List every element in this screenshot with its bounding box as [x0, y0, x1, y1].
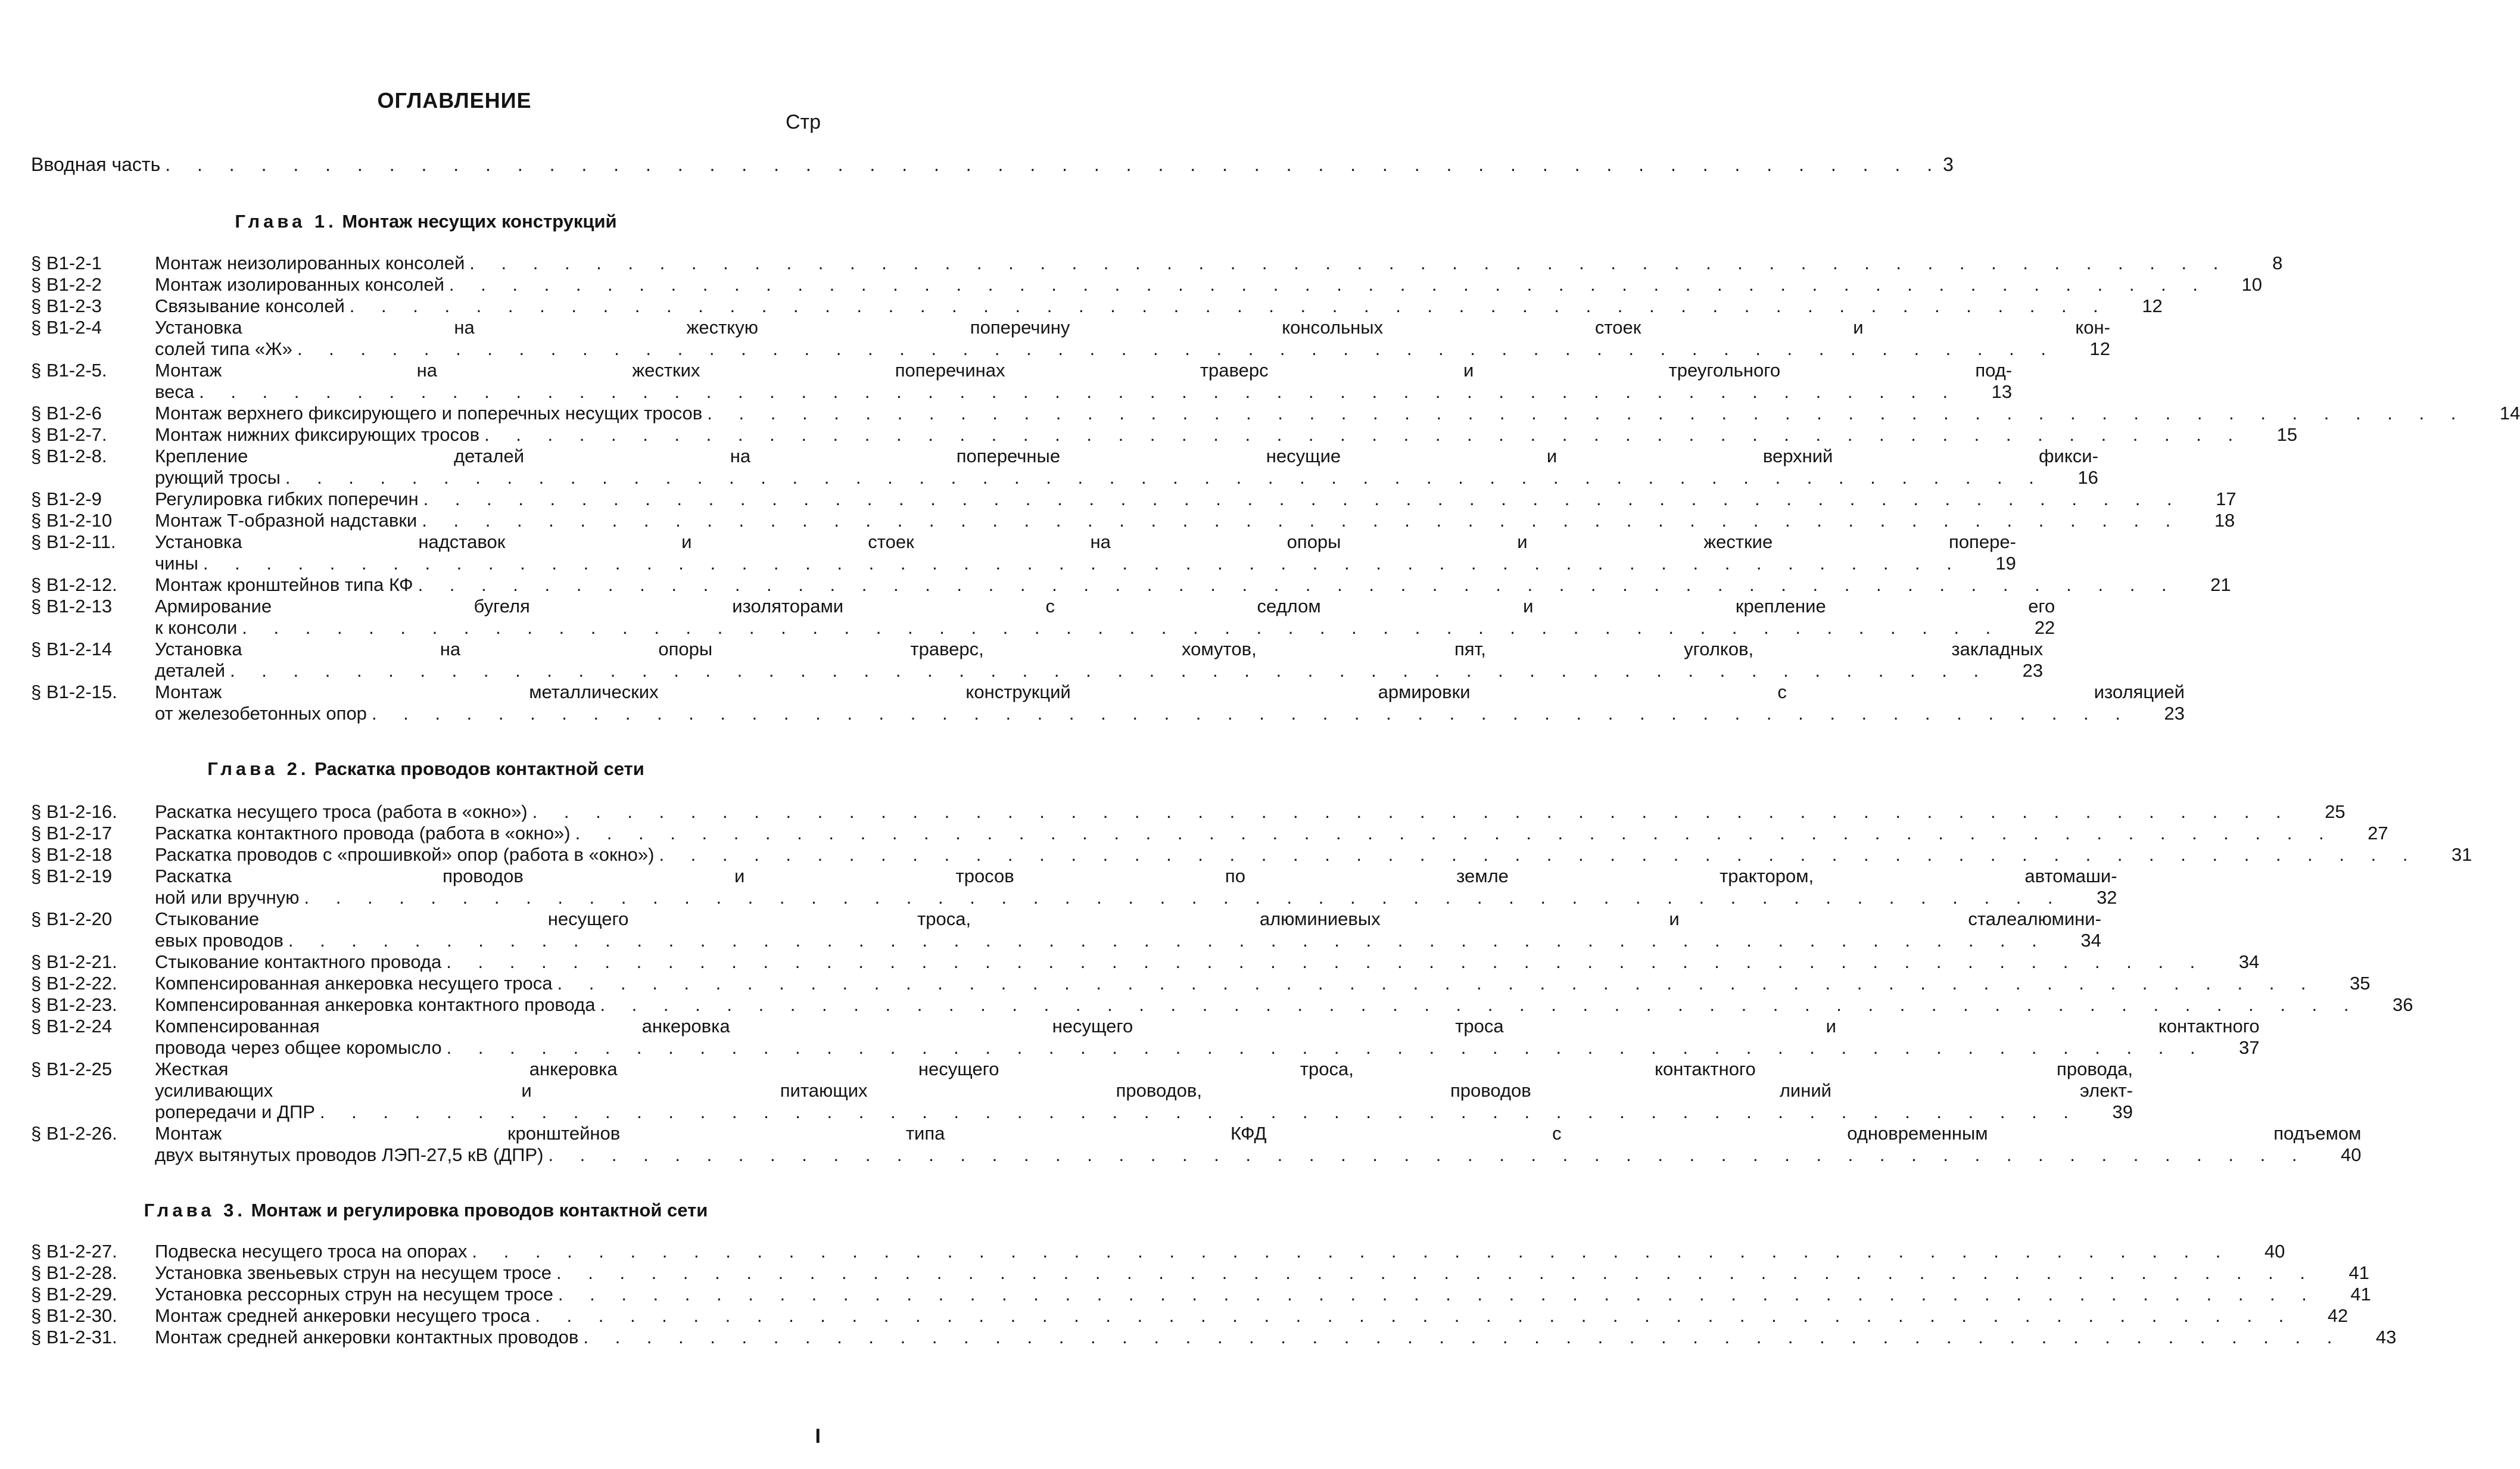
entry-title: [155, 639, 2043, 681]
entry-title: [155, 403, 2520, 424]
entry-title: [155, 844, 2472, 866]
entry-title-last-line: [155, 994, 2413, 1016]
entry-title-line: Раскатка контактного провода (работа в «окно»): [155, 823, 571, 844]
entry-title-last-line: [155, 930, 2101, 951]
chapter-heading-1: [31, 211, 821, 232]
entry-title-line: Монтаж неизолированных консолей: [155, 253, 465, 273]
entry-title-last-line: [155, 574, 2231, 596]
toc-entry: [31, 844, 2472, 866]
entry-title-last-line: [155, 274, 2262, 295]
entry-title-last-line: [155, 488, 2236, 510]
dot-leader: [417, 510, 2181, 531]
entry-title-line: усиливающих и питающих проводов, проводов линий элект-: [155, 1080, 2133, 1101]
entry-title-line: Монтаж верхнего фиксирующего и поперечных несущих тросов: [155, 403, 703, 424]
entry-title-line: Раскатка проводов с «прошивкой» опор (работа в «окно»): [155, 844, 655, 865]
entry-title-last-line: [155, 1037, 2260, 1059]
chapter-label: Глава 1.: [235, 211, 337, 232]
page-number: 35: [2350, 973, 2371, 994]
section-number: § В1-2-22.: [31, 973, 117, 994]
section-number: § В1-2-19: [31, 866, 113, 886]
dot-leader: [467, 1241, 2231, 1262]
page-number: 34: [2080, 930, 2101, 951]
page-number: 39: [2112, 1101, 2133, 1122]
toc-entry: [31, 1016, 2260, 1059]
entry-title-last-line: [155, 510, 2235, 531]
entry-title-line: провода через общее коромысло: [155, 1037, 442, 1058]
dot-leader: [553, 1284, 2317, 1305]
page-number: 27: [2368, 823, 2388, 844]
entry-title-line: Монтаж изолированных консолей: [155, 274, 444, 295]
toc-entry: [31, 1284, 2371, 1305]
entry-title: [155, 951, 2259, 973]
toc-entry: [31, 253, 2283, 274]
dot-leader: [160, 154, 1943, 175]
toc-entry: [31, 1241, 2285, 1262]
toc-entry: [31, 1305, 2348, 1327]
entry-title: [155, 253, 2282, 274]
section-number: § В1-2-20: [31, 908, 113, 929]
page-column-label: Стр: [785, 111, 821, 133]
dot-leader: [198, 553, 1963, 574]
entry-title-line: чины: [155, 553, 198, 574]
toc-entry: [31, 446, 2098, 488]
entry-title-last-line: [155, 844, 2472, 866]
entry-title-last-line: [155, 617, 2055, 639]
section-number: § В1-2-1: [31, 253, 102, 273]
entry-title: [155, 1241, 2285, 1262]
entry-title: [155, 994, 2413, 1016]
entry-title-last-line: [155, 973, 2371, 994]
entry-title-line: Раскатка проводов и тросов по земле трактором, автомаши-: [155, 866, 2117, 886]
intro-title: Вводная часть: [31, 154, 161, 175]
entry-title-last-line: [155, 553, 2016, 574]
page-number: 31: [2452, 844, 2472, 865]
toc-entry: [31, 596, 2055, 639]
entry-title-line: Крепление деталей на поперечные несущие и верхний фикси-: [155, 446, 2098, 466]
dot-leader: [530, 1305, 2294, 1327]
section-number: § В1-2-15.: [31, 681, 117, 702]
entry-title-last-line: [155, 1327, 2396, 1348]
entry-title-line: ной или вручную: [155, 887, 300, 908]
toc-entry: [31, 574, 2231, 596]
entry-title-line: евых проводов: [155, 930, 284, 951]
entry-title-line: Монтаж Т-образной надставки: [155, 510, 418, 531]
dot-leader: [552, 1262, 2316, 1284]
dot-leader: [553, 973, 2317, 994]
entry-title: [155, 1284, 2371, 1305]
entry-title: [155, 1059, 2133, 1123]
toc-entry: [31, 639, 2044, 681]
entry-title-last-line: [155, 403, 2520, 424]
chapter-heading-2: [31, 758, 821, 780]
entry-title-last-line: [155, 823, 2388, 844]
page-number: 23: [2022, 660, 2044, 681]
toc-entry: [31, 973, 2371, 994]
toc-entry: [31, 274, 2262, 295]
entry-title: [155, 488, 2236, 510]
page-number: 34: [2238, 951, 2260, 972]
page-number: 37: [2239, 1037, 2260, 1058]
page-number: 14: [2499, 403, 2520, 424]
entry-title-last-line: [155, 703, 2185, 724]
entry-title: [155, 574, 2231, 596]
entry-title-line: Жесткая анкеровка несущего троса, контактного провода,: [155, 1059, 2133, 1079]
entry-title: [155, 360, 2012, 403]
section-number: § В1-2-28.: [31, 1262, 117, 1283]
page-number: 25: [2325, 801, 2345, 822]
page-number: 16: [2077, 467, 2098, 488]
toc-entry: [31, 360, 2013, 403]
entry-title-last-line: [155, 887, 2117, 908]
dot-leader: [654, 844, 2418, 866]
entry-title-line: Стыкование контактного провода: [155, 951, 442, 972]
chapter-label: Глава 2.: [207, 758, 310, 779]
dot-leader: [595, 994, 2359, 1016]
entry-title-line: Установка надставок и стоек на опоры и жесткие попере-: [155, 531, 2016, 552]
entry-title-line: Компенсированная анкеровка контактного провода: [155, 994, 596, 1015]
section-number: § В1-2-6: [31, 403, 102, 424]
entry-title: [155, 295, 2163, 317]
toc-entry: [31, 510, 2235, 531]
section-number: § В1-2-13: [31, 596, 113, 617]
section-number: § В1-2-24: [31, 1016, 113, 1037]
dot-leader: [345, 295, 2109, 317]
entry-title-line: Компенсированная анкеровка несущего троса и контактного: [155, 1016, 2260, 1037]
entry-title: [155, 531, 2016, 574]
page-number: 12: [2089, 338, 2110, 359]
entry-title-last-line: [155, 253, 2282, 274]
entry-title-last-line: [155, 801, 2345, 823]
section-number: § В1-2-14: [31, 639, 113, 659]
dot-leader: [528, 801, 2292, 823]
section-number: § В1-2-16.: [31, 801, 117, 822]
toc-entry: [31, 866, 2117, 908]
dot-leader: [292, 338, 2057, 360]
entry-title-line: Раскатка несущего троса (работа в «окно»): [155, 801, 528, 822]
dot-leader: [419, 488, 2183, 510]
entry-title-line: Компенсированная анкеровка несущего троса: [155, 973, 553, 994]
entry-title: [155, 1016, 2260, 1059]
dot-leader: [300, 887, 2064, 908]
page-number: 8: [2272, 253, 2283, 273]
dot-leader: [702, 403, 2466, 424]
entry-title-line: Связывание консолей: [155, 295, 345, 316]
entry-title: [155, 973, 2371, 994]
section-number: § В1-2-17: [31, 823, 113, 844]
entry-title: [155, 1123, 2361, 1166]
toc-entry: [31, 1262, 2370, 1284]
page-number: 15: [2276, 424, 2298, 445]
page-number: 17: [2216, 488, 2236, 509]
entry-title-line: Установка звеньевых струн на несущем тросе: [155, 1262, 552, 1283]
page-number: 41: [2350, 1284, 2371, 1305]
dot-leader: [571, 823, 2335, 844]
entry-title-last-line: [155, 1262, 2369, 1284]
dot-leader: [479, 424, 2244, 446]
toc-entry: [31, 1059, 2133, 1123]
entry-title: [155, 510, 2235, 531]
entry-title-line: Монтаж на жестких поперечинах траверс и треугольного под-: [155, 360, 2013, 381]
toc-entry: [31, 681, 2185, 724]
chapter-label: Глава 3.: [144, 1200, 246, 1221]
entry-title-line: Установка на опоры траверс, хомутов, пят, уголков, закладных: [155, 639, 2044, 659]
entry-title-line: Монтаж кронштейнов типа КФД с одновременным подъемом: [155, 1123, 2362, 1144]
entry-title-line: Подвеска несущего троса на опорах: [155, 1241, 468, 1262]
toc-entry: [31, 1123, 2362, 1166]
entry-title: [155, 446, 2098, 488]
toc-entry: [31, 317, 2110, 360]
entry-title: [155, 801, 2345, 823]
dot-leader: [194, 381, 1958, 403]
toc-entry: [31, 801, 2345, 823]
section-number: § В1-2-11.: [31, 531, 116, 552]
entry-title-line: Монтаж средней анкеровки несущего троса: [155, 1305, 531, 1326]
toc-entry: [31, 403, 2520, 424]
page-number: 36: [2393, 994, 2413, 1015]
section-number: § В1-2-23.: [31, 994, 117, 1015]
dot-leader: [225, 660, 1989, 681]
entry-title-last-line: [155, 295, 2163, 317]
page-number: 22: [2034, 617, 2055, 638]
chapter-name: Монтаж несущих конструкций: [342, 211, 617, 232]
intro-entry: [31, 154, 1954, 175]
entry-title-line: Армирование бугеля изоляторами с седлом и крепление его: [155, 596, 2055, 617]
dot-leader: [315, 1101, 2079, 1123]
entry-title: [155, 1305, 2348, 1327]
entry-title: [155, 274, 2262, 295]
entry-title-last-line: [155, 467, 2098, 488]
entry-title-line: веса: [155, 381, 195, 402]
section-number: § В1-2-31.: [31, 1327, 117, 1347]
entry-title-line: солей типа «Ж»: [155, 338, 292, 359]
entry-title-line: к консоли: [155, 617, 238, 638]
entry-title-last-line: [155, 1305, 2348, 1327]
page-title: ОГЛАВЛЕНИЕ: [377, 88, 532, 113]
entry-title-line: Регулировка гибких поперечин: [155, 488, 419, 509]
entry-title: [155, 1262, 2369, 1284]
section-number: § В1-2-2: [31, 274, 102, 295]
section-number: § В1-2-5.: [31, 360, 107, 381]
page-number: 41: [2348, 1262, 2370, 1283]
page-number: 40: [2264, 1241, 2285, 1262]
entry-title-last-line: [155, 381, 2012, 403]
page-number: 10: [2241, 274, 2262, 295]
entry-title-last-line: [155, 1241, 2285, 1262]
dot-leader: [543, 1144, 2307, 1166]
toc-entry: [31, 488, 2236, 510]
entry-title-line: Монтаж кронштейнов типа КФ: [155, 574, 413, 595]
toc-entry: [31, 531, 2016, 574]
page-number: 13: [1991, 381, 2013, 402]
dot-leader: [578, 1327, 2343, 1348]
page-number: 43: [2375, 1327, 2397, 1347]
entry-title-line: Монтаж металлических конструкций армировки с изоляцией: [155, 681, 2185, 702]
section-number: § В1-2-9: [31, 488, 102, 509]
entry-title-line: Установка рессорных струн на несущем тросе: [155, 1284, 553, 1305]
section-number: § В1-2-4: [31, 317, 102, 338]
section-number: § В1-2-7.: [31, 424, 107, 445]
chapter-heading-3: [31, 1200, 821, 1221]
section-number: § В1-2-8.: [31, 446, 107, 466]
section-number: § В1-2-27.: [31, 1241, 117, 1262]
page-number: 42: [2327, 1305, 2348, 1326]
entry-title: [155, 1327, 2396, 1348]
section-number: § В1-2-30.: [31, 1305, 117, 1326]
entry-title-last-line: [155, 1144, 2361, 1166]
entry-title-line: Монтаж нижних фиксирующих тросов: [155, 424, 480, 445]
page-folio: I: [815, 1425, 821, 1448]
entry-title-line: Стыкование несущего троса, алюминиевых и сталеалюмини-: [155, 908, 2101, 929]
entry-title-line: рующий тросы: [155, 467, 281, 488]
entry-title-last-line: [155, 1101, 2133, 1123]
page-number: 23: [2164, 703, 2185, 724]
chapter-1-entries: [31, 253, 2520, 724]
section-number: § В1-2-25: [31, 1059, 113, 1079]
chapter-3-entries: [31, 1241, 2397, 1348]
page-number: 21: [2210, 574, 2231, 595]
section-number: § В1-2-26.: [31, 1123, 117, 1144]
toc-entry: [31, 908, 2101, 951]
entry-title-line: двух вытянутых проводов ЛЭП-27,5 кВ (ДПР): [155, 1144, 544, 1165]
section-number: § В1-2-29.: [31, 1284, 117, 1305]
chapter-2-entries: [31, 801, 2472, 1166]
toc-entry: [31, 1327, 2397, 1348]
dot-leader: [444, 274, 2208, 295]
entry-title-last-line: [155, 660, 2043, 681]
toc-entry: [31, 994, 2413, 1016]
section-number: § В1-2-10: [31, 510, 113, 531]
entry-title-line: Установка на жесткую поперечину консольных стоек и кон-: [155, 317, 2110, 338]
entry-title: [155, 866, 2117, 908]
entry-title-line: Монтаж средней анкеровки контактных проводов: [155, 1327, 579, 1347]
entry-title-line: деталей: [155, 660, 226, 681]
page-number: 18: [2214, 510, 2235, 531]
entry-title: [155, 908, 2101, 951]
entry-title-line: ропередачи и ДПР: [155, 1101, 315, 1122]
toc-entry: [31, 951, 2260, 973]
page-number: 19: [1995, 553, 2016, 574]
page-number: 12: [2142, 295, 2163, 316]
dot-leader: [442, 1037, 2206, 1059]
section-number: § В1-2-12.: [31, 574, 117, 595]
dot-leader: [284, 930, 2048, 951]
page-number: 32: [2097, 887, 2117, 908]
entry-title: [155, 823, 2388, 844]
dot-leader: [237, 617, 2001, 639]
section-number: § В1-2-21.: [31, 951, 117, 972]
entry-title-line: от железобетонных опор: [155, 703, 367, 724]
entry-title-last-line: [155, 1284, 2371, 1305]
entry-title: [155, 317, 2110, 360]
toc-entry: [31, 424, 2298, 446]
intro-page-number: 3: [1943, 154, 1954, 175]
dot-leader: [367, 703, 2131, 724]
entry-title-last-line: [155, 951, 2259, 973]
chapter-name: Монтаж и регулировка проводов контактной сети: [251, 1200, 708, 1221]
chapter-name: Раскатка проводов контактной сети: [314, 758, 644, 779]
entry-title-last-line: [155, 424, 2297, 446]
toc-entry: [31, 823, 2388, 844]
section-number: § В1-2-3: [31, 295, 102, 316]
section-number: § В1-2-18: [31, 844, 113, 865]
dot-leader: [465, 253, 2229, 274]
entry-title-last-line: [155, 338, 2110, 360]
toc-entry: [31, 295, 2163, 317]
dot-leader: [281, 467, 2045, 488]
entry-title: [155, 424, 2297, 446]
entry-title: [155, 596, 2055, 639]
dot-leader: [441, 951, 2206, 973]
page-number: 40: [2340, 1144, 2362, 1165]
dot-leader: [413, 574, 2178, 596]
entry-title: [155, 681, 2185, 724]
